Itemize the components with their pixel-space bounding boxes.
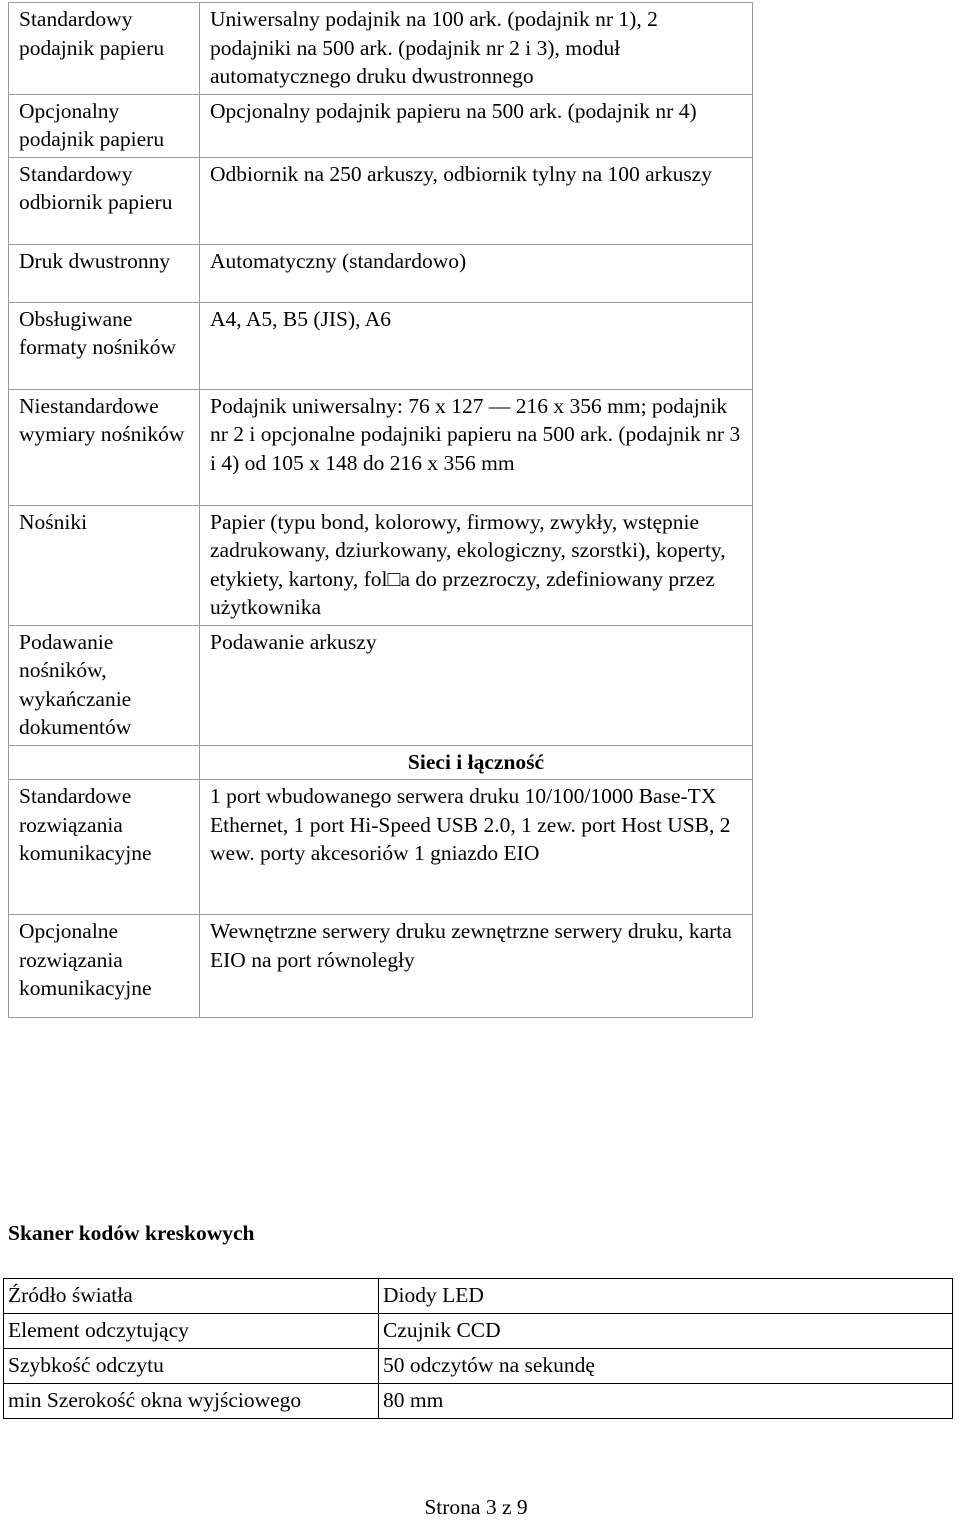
spec-value: Diody LED <box>379 1279 953 1314</box>
spec-row <box>9 505 753 625</box>
spec-label: Szybkość odczytu <box>4 1349 379 1384</box>
spec-value: A4, A5, B5 (JIS), A6 <box>200 302 753 389</box>
spec-row <box>4 1314 953 1349</box>
spec-row <box>9 915 753 1018</box>
spec-row <box>9 94 753 157</box>
spec-value: 80 mm <box>379 1384 953 1419</box>
spec-row <box>9 3 753 95</box>
spec-label: Druk dwustronny <box>9 244 200 302</box>
spec-value: Opcjonalny podajnik papieru na 500 ark. (podajnik nr 4) <box>200 94 753 157</box>
spec-row <box>9 157 753 244</box>
spec-value: Uniwersalny podajnik na 100 ark. (podajnik nr 1), 2 podajniki na 500 ark. (podajnik nr 2 i 3), moduł automatycznego druku dwustronnego <box>200 3 753 95</box>
section-header-blank <box>9 745 200 780</box>
spec-label: Opcjonalny podajnik papieru <box>9 94 200 157</box>
section-header-row <box>9 745 753 780</box>
page-number: Strona 3 z 9 <box>424 1495 528 1519</box>
spec-value: Automatyczny (standardowo) <box>200 244 753 302</box>
spec-label: Standardowy podajnik papieru <box>9 3 200 95</box>
spec-label: Podawanie nośników, wykańczanie dokumentów <box>9 625 200 745</box>
spec-value: 50 odczytów na sekundę <box>379 1349 953 1384</box>
section-title: Sieci i łączność <box>200 745 753 780</box>
spec-row <box>9 625 753 745</box>
spec-row <box>4 1384 953 1419</box>
spec-label: Obsługiwane formaty nośników <box>9 302 200 389</box>
spec-label: Opcjonalne rozwiązania komunikacyjne <box>9 915 200 1018</box>
spec-row <box>9 302 753 389</box>
spec-label: Źródło światła <box>4 1279 379 1314</box>
spec-row <box>9 389 753 505</box>
spec-value: Podajnik uniwersalny: 76 x 127 — 216 x 356 mm; podajnik nr 2 i opcjonalne podajniki papieru na 500 ark. (podajnik nr 3 i 4) od 105 x 148 do 216 x 356 mm <box>200 389 753 505</box>
scanner-spec-table <box>3 1278 953 1419</box>
spec-value: Odbiornik na 250 arkuszy, odbiornik tylny na 100 arkuszy <box>200 157 753 244</box>
spec-row <box>4 1349 953 1384</box>
spec-label: min Szerokość okna wyjściowego <box>4 1384 379 1419</box>
spec-label: Element odczytujący <box>4 1314 379 1349</box>
spec-value: Podawanie arkuszy <box>200 625 753 745</box>
spec-row <box>4 1279 953 1314</box>
spec-label: Niestandardowe wymiary nośników <box>9 389 200 505</box>
spec-label: Nośniki <box>9 505 200 625</box>
spec-value: Wewnętrzne serwery druku zewnętrzne serwery druku, karta EIO na port równoległy <box>200 915 753 1018</box>
spec-value: Czujnik CCD <box>379 1314 953 1349</box>
spec-row <box>9 780 753 915</box>
spec-value: 1 port wbudowanego serwera druku 10/100/1000 Base-TX Ethernet, 1 port Hi-Speed USB 2.0, 1 zew. port Host USB, 2 wew. porty akcesoriów 1 gniazdo EIO <box>200 780 753 915</box>
section-title: Skaner kodów kreskowych <box>8 1221 255 1245</box>
printer-spec-table <box>8 2 753 1018</box>
spec-value: Papier (typu bond, kolorowy, firmowy, zwykły, wstępnie zadrukowany, dziurkowany, ekologiczny, szorstki), koperty, etykiety, kartony, fol□a do przezroczy, zdefiniowany przez użytkownika <box>200 505 753 625</box>
spec-label: Standardowy odbiornik papieru <box>9 157 200 244</box>
spec-row <box>9 244 753 302</box>
spec-label: Standardowe rozwiązania komunikacyjne <box>9 780 200 915</box>
